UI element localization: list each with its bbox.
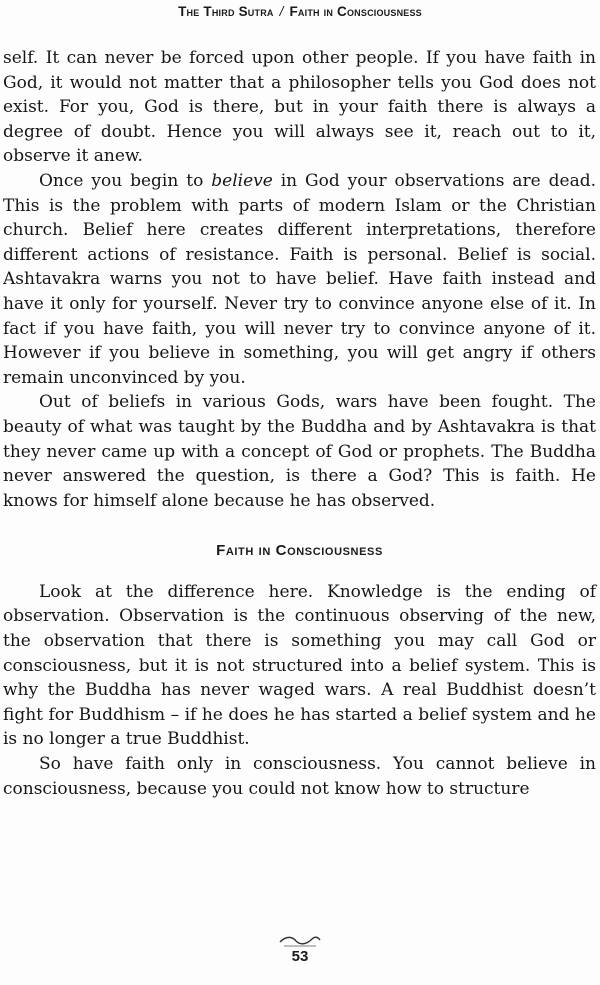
running-head xyxy=(0,4,600,19)
paragraph-2-suffix: in God your observations are dead. xyxy=(272,170,596,191)
running-head-chapter: Faith in Consciousness xyxy=(289,4,422,19)
paragraph-5: So have faith only in consciousness. You cannot believe in consciousness, because you could not know how to structure xyxy=(3,754,596,799)
paragraph-2-emphasis: believe xyxy=(211,170,273,191)
paragraph-2 xyxy=(3,169,596,390)
page-number: 53 xyxy=(291,948,309,965)
paragraph-2-prefix: Once you begin to xyxy=(39,170,212,191)
paragraph-2-rest: This is the problem with parts of modern Islam or the Christian church. Belief here creates different interpretations, therefore different actions of resistance. Faith is personal. Belief is social. Ashtavakra warns you not to have belief. Have faith instead and have it only for yourself. Never try to convince anyone else of it. In fact if you have faith, you will never try to convince anyone of it. However if you believe in something, you will get angry if others remain unconvinced by you. xyxy=(3,195,596,388)
ornament-flourish-icon xyxy=(270,933,330,949)
paragraph-1: self. It can never be forced upon other people. If you have faith in God, it would not matter that a philosopher tells you God does not exist. For you, God is there, but in your faith there is always a degree of doubt. Hence you will always see it, reach out to it, observe it anew. xyxy=(3,48,596,167)
section-heading: Faith in Consciousness xyxy=(216,542,383,560)
running-head-separator: / xyxy=(279,4,284,19)
paragraph-3: Out of beliefs in various Gods, wars have been fought. The beauty of what was taught by the Buddha and by Ashtavakra is that they never came up with a concept of God or prophets. The Buddha never answered the question, is there a God? This is faith. He knows for himself alone because he has observed. xyxy=(3,392,596,511)
body-text xyxy=(3,46,596,801)
running-head-part: The Third Sutra xyxy=(178,4,274,19)
paragraph-4: Look at the difference here. Knowledge is the ending of observation. Observation is the continuous observing of the new, the observation that there is something you may call God or consciousness, but it is not structured into a belief system. This is why the Buddha has never waged wars. A real Buddhist doesn’t fight for Buddhism – if he does he has started a belief system and he is no longer a true Buddhist. xyxy=(3,581,596,750)
